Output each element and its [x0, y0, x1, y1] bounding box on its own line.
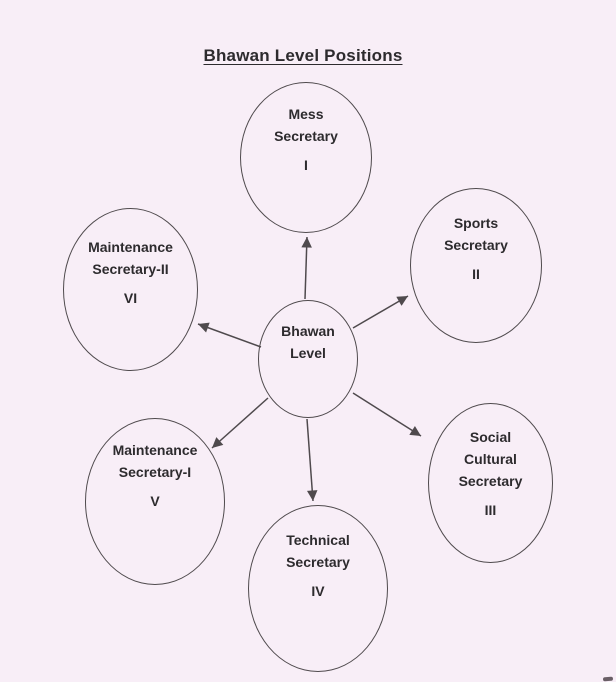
node-label-line: Maintenance [88, 239, 173, 255]
node-numeral: V [150, 493, 160, 509]
node-label-line: Bhawan [281, 323, 335, 339]
node-mess-secretary [240, 82, 372, 233]
node-label-line: Social [469, 429, 512, 445]
node-maintenance-secretary-1 [85, 418, 225, 585]
arrow-to-social-cultural-secretary [353, 393, 421, 436]
node-label-line: Maintenance [112, 442, 198, 458]
node-label-line: Mess [288, 106, 324, 122]
node-technical-secretary [248, 505, 388, 672]
node-label-line: Secretary-I [118, 464, 192, 480]
node-label-line: Cultural [464, 451, 517, 467]
arrow-to-maintenance-secretary-2 [198, 324, 261, 347]
node-label-line: Secretary [274, 128, 338, 144]
arrow-to-maintenance-secretary-1 [212, 398, 268, 448]
node-social-cultural-secretary [428, 403, 553, 563]
arrow-to-sports-secretary [353, 296, 408, 328]
node-label-line: Technical [286, 532, 350, 548]
node-bhawan-level [258, 300, 358, 418]
node-label-line: Secretary [444, 237, 508, 253]
node-label-line: Sports [453, 215, 499, 231]
page-title: Bhawan Level Positions [203, 46, 403, 65]
node-label-line: Secretary [458, 473, 523, 489]
node-numeral: IV [311, 583, 325, 599]
node-numeral: III [484, 502, 497, 518]
node-sports-secretary [410, 188, 542, 343]
node-numeral: VI [123, 290, 138, 306]
node-label-line: Secretary-II [92, 261, 169, 277]
scan-artifact-mark [603, 677, 613, 682]
arrow-to-mess-secretary [305, 237, 307, 299]
arrow-to-technical-secretary [307, 419, 313, 501]
node-numeral: II [472, 266, 480, 282]
node-maintenance-secretary-2 [63, 208, 198, 371]
node-label-line: Secretary [286, 554, 350, 570]
node-label-line: Level [290, 345, 326, 361]
node-numeral: I [304, 157, 308, 173]
